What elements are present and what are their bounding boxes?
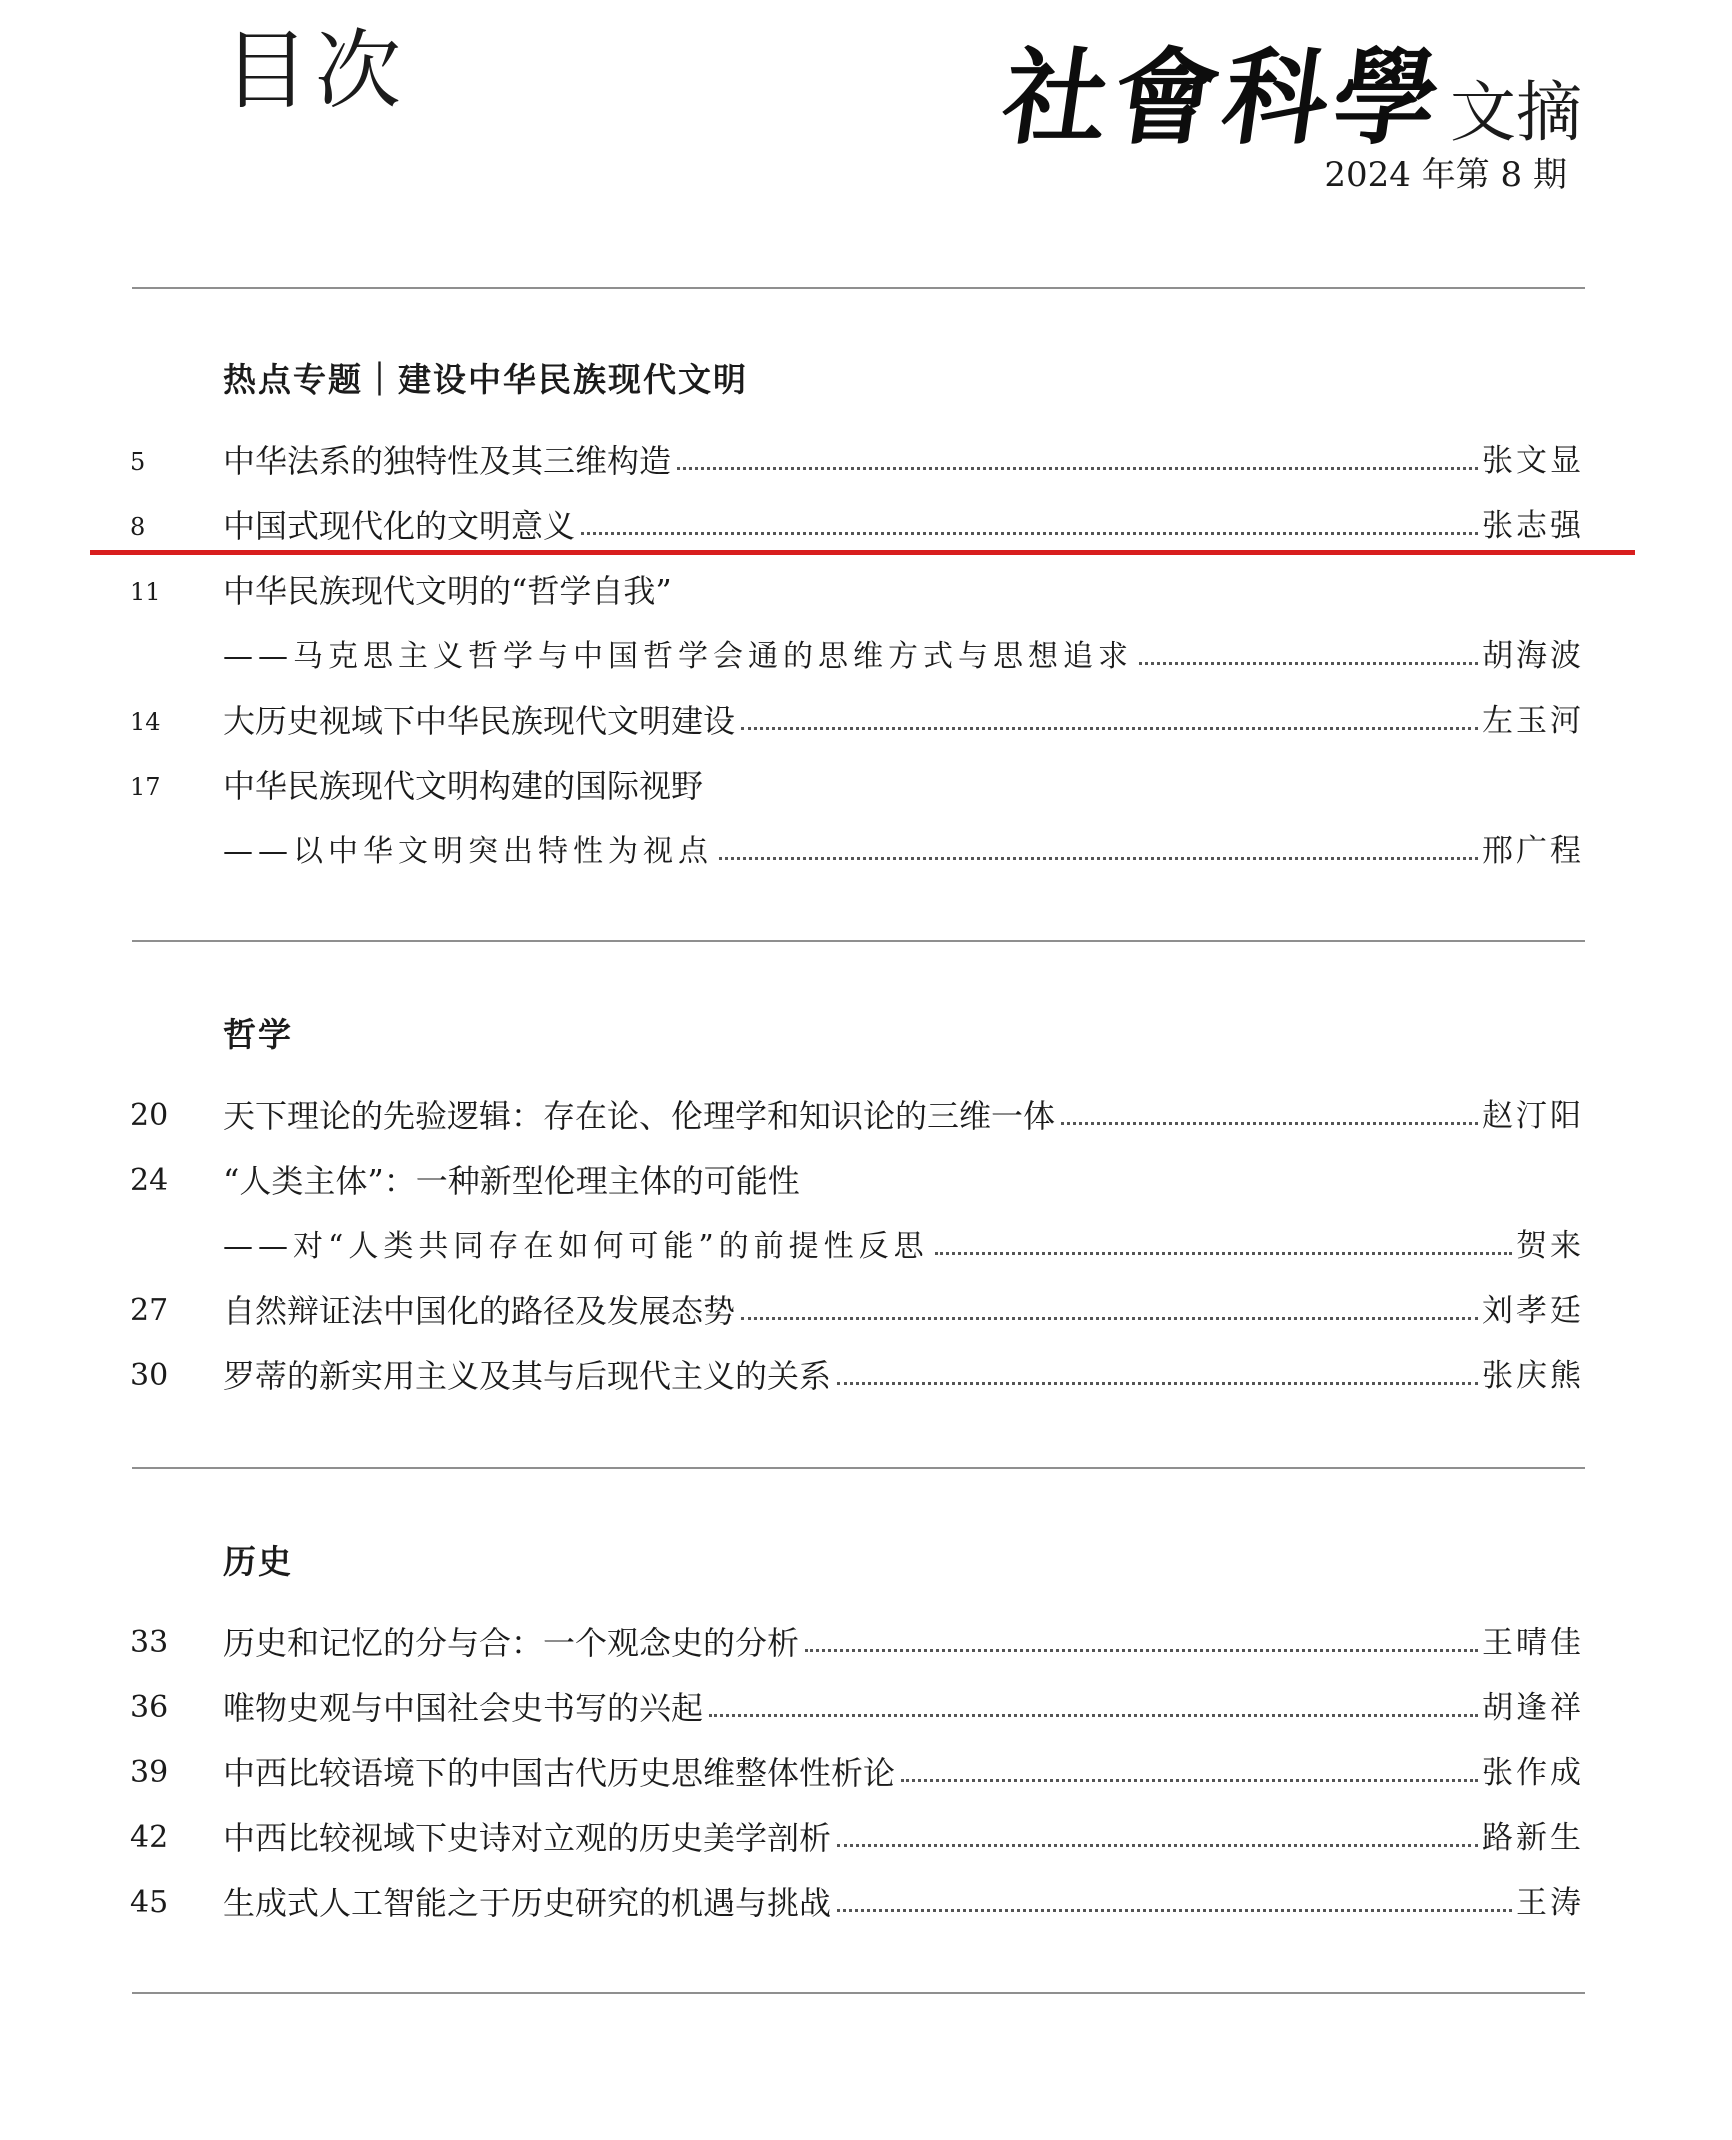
toc-entry-subtitle[interactable]: [0, 1217, 1732, 1267]
entry-title: 唯物史观与中国社会史书写的兴起: [223, 1688, 704, 1727]
toc-entry[interactable]: [0, 497, 1732, 547]
dot-leader: [709, 1714, 1478, 1717]
entry-title: 中华民族现代文明的“哲学自我”: [223, 571, 672, 610]
entry-line: [223, 757, 1584, 807]
entry-title: 大历史视域下中华民族现代文明建设: [223, 701, 736, 740]
page-number: 8: [130, 513, 146, 541]
entry-title: 历史和记忆的分与合：一个观念史的分析: [223, 1623, 800, 1662]
entry-title: 中西比较视域下史诗对立观的历史美学剖析: [223, 1818, 832, 1857]
entry-line: [223, 1809, 1584, 1859]
entry-author: 赵汀阳: [1482, 1097, 1584, 1134]
issue-number: 2024 年第 8 期: [1324, 155, 1567, 195]
entry-subtitle: ——以中华文明突出特性为视点: [223, 834, 713, 869]
divider: [132, 1992, 1585, 1994]
entry-line: [223, 1744, 1584, 1794]
page-number: 14: [130, 708, 161, 736]
dot-leader: [719, 857, 1478, 860]
divider: [132, 1467, 1585, 1469]
entry-title: “人类主体”：一种新型伦理主体的可能性: [223, 1161, 800, 1200]
entry-title: 罗蒂的新实用主义及其与后现代主义的关系: [223, 1356, 832, 1395]
page-number: 11: [130, 578, 161, 606]
dot-leader: [935, 1252, 1512, 1255]
toc-entry[interactable]: [0, 1347, 1732, 1397]
dot-leader: [805, 1649, 1478, 1652]
toc-entry[interactable]: [0, 1282, 1732, 1332]
dot-leader: [1061, 1122, 1478, 1125]
entry-author: 贺来: [1516, 1227, 1584, 1264]
toc-title: 目次: [223, 21, 407, 121]
toc-entry[interactable]: [0, 562, 1732, 612]
entry-line: [223, 822, 1584, 872]
entry-title: 生成式人工智能之于历史研究的机遇与挑战: [223, 1883, 832, 1922]
entry-line: [223, 692, 1584, 742]
entry-title: 中国式现代化的文明意义: [223, 506, 576, 545]
entry-author: 张文显: [1482, 442, 1584, 479]
entry-title: 自然辩证法中国化的路径及发展态势: [223, 1291, 736, 1330]
entry-line: [223, 1614, 1584, 1664]
toc-entry-subtitle[interactable]: [0, 627, 1732, 677]
toc-entry[interactable]: [0, 1744, 1732, 1794]
page-number: 27: [130, 1293, 169, 1328]
dot-leader: [741, 1317, 1478, 1320]
page-number: 39: [130, 1755, 169, 1790]
entry-line: [223, 1347, 1584, 1397]
dot-leader: [741, 727, 1478, 730]
entry-line: [223, 1282, 1584, 1332]
toc-entry[interactable]: [0, 1679, 1732, 1729]
entry-title: 中西比较语境下的中国古代历史思维整体性析论: [223, 1753, 896, 1792]
entry-subtitle: ——马克思主义哲学与中国哲学会通的思维方式与思想追求: [223, 639, 1133, 674]
page-number: 5: [130, 448, 146, 476]
page-number: 36: [130, 1690, 169, 1725]
divider: [132, 287, 1585, 289]
dot-leader: [901, 1779, 1478, 1782]
entry-title: 中华法系的独特性及其三维构造: [223, 441, 672, 480]
page-number: 42: [130, 1820, 169, 1855]
entry-title: 天下理论的先验逻辑：存在论、伦理学和知识论的三维一体: [223, 1096, 1056, 1135]
entry-line: [223, 1217, 1584, 1267]
red-annotation-line: [90, 550, 1635, 555]
section-title: 历史: [223, 1542, 293, 1581]
toc-entry[interactable]: [0, 1874, 1732, 1924]
page-number: 45: [130, 1885, 169, 1920]
page-number: 33: [130, 1625, 169, 1660]
masthead-sub: 文摘: [1450, 74, 1582, 151]
entry-line: [223, 432, 1584, 482]
dot-leader: [837, 1844, 1478, 1847]
entry-author: 路新生: [1482, 1819, 1584, 1856]
dot-leader: [837, 1909, 1512, 1912]
dot-leader: [837, 1382, 1478, 1385]
page-number: 20: [130, 1098, 169, 1133]
entry-line: [223, 562, 1584, 612]
entry-line: [223, 627, 1584, 677]
entry-author: 邢广程: [1482, 832, 1584, 869]
entry-author: 张庆熊: [1482, 1357, 1584, 1394]
entry-line: [223, 1087, 1584, 1137]
section-title: 热点专题｜建设中华民族现代文明: [223, 360, 748, 399]
entry-author: 胡逢祥: [1482, 1689, 1584, 1726]
entry-title: 中华民族现代文明构建的国际视野: [223, 766, 704, 805]
toc-entry[interactable]: [0, 757, 1732, 807]
toc-entry[interactable]: [0, 692, 1732, 742]
entry-author: 左玉河: [1482, 702, 1584, 739]
page-number: 17: [130, 773, 161, 801]
entry-author: 胡海波: [1482, 637, 1584, 674]
page-number: 24: [130, 1163, 169, 1198]
masthead-logo: [995, 30, 1582, 159]
entry-author: 王涛: [1516, 1884, 1584, 1921]
dot-leader: [677, 467, 1478, 470]
entry-author: 刘孝廷: [1482, 1292, 1584, 1329]
toc-entry[interactable]: [0, 1809, 1732, 1859]
entry-line: [223, 1152, 1584, 1202]
header: [0, 0, 1732, 290]
divider: [132, 940, 1585, 942]
page-number: 30: [130, 1358, 169, 1393]
masthead-main: 社會科學: [995, 36, 1453, 159]
toc-entry[interactable]: [0, 1152, 1732, 1202]
entry-author: 王晴佳: [1482, 1624, 1584, 1661]
toc-entry-subtitle[interactable]: [0, 822, 1732, 872]
toc-entry[interactable]: [0, 1087, 1732, 1137]
entry-line: [223, 1874, 1584, 1924]
toc-entry[interactable]: [0, 1614, 1732, 1664]
entry-line: [223, 497, 1584, 547]
toc-entry[interactable]: [0, 432, 1732, 482]
section-title: 哲学: [223, 1015, 293, 1054]
entry-line: [223, 1679, 1584, 1729]
entry-subtitle: ——对“人类共同存在如何可能”的前提性反思: [223, 1229, 929, 1264]
dot-leader: [581, 532, 1478, 535]
entry-author: 张志强: [1482, 507, 1584, 544]
dot-leader: [1139, 662, 1478, 665]
entry-author: 张作成: [1482, 1754, 1584, 1791]
